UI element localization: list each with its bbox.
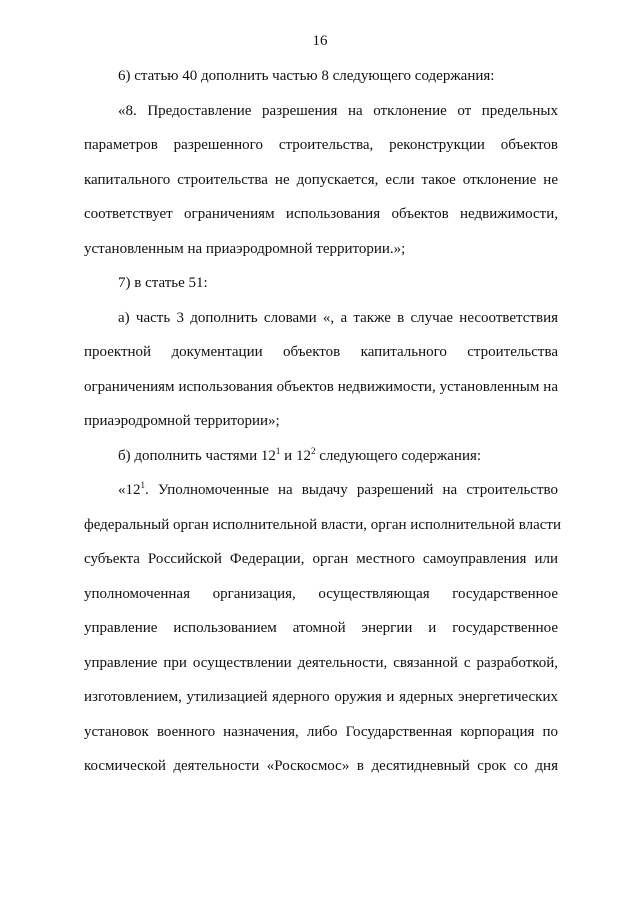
part-12-1-line: управление при осуществлении деятельности, связанной с разработкой, <box>84 654 558 671</box>
subitem-a-line: а) часть 3 дополнить словами «, а также в случае несоответствия <box>118 309 558 326</box>
part-12-1-line: космической деятельности «Роскосмос» в десятидневный срок со дня <box>84 758 558 774</box>
item-7-heading: 7) в статье 51: <box>118 275 208 291</box>
part-12-1-line: федеральный орган исполнительной власти, орган исполнительной власти <box>84 516 561 533</box>
superscript: 1 <box>140 480 145 490</box>
part-12-1-line <box>84 473 558 508</box>
subitem-b-text: и 12 <box>280 447 311 464</box>
part-12-1-line: управление использованием атомной энергии и государственное <box>84 620 558 636</box>
subitem-a-line: ограничениям использования объектов недвижимости, установленным на <box>84 378 558 395</box>
item-6-heading: 6) статью 40 дополнить частью 8 следующего содержания: <box>118 68 495 84</box>
article-40-part-8-line: установленным на приаэродромной территории.»; <box>84 240 406 257</box>
document-body <box>84 59 561 784</box>
subitem-b-heading <box>84 439 558 474</box>
part-12-1-line: субъекта Российской Федерации, орган местного самоуправления или <box>84 551 558 567</box>
article-40-part-8-line: капитального строительства не допускается, если такое отклонение не <box>84 171 558 188</box>
article-40-part-8-line: соответствует ограничениям использования объектов недвижимости, <box>84 206 558 222</box>
part-12-1-line: уполномоченная организация, осуществляющая государственное <box>84 585 558 602</box>
article-40-part-8-line: «8. Предоставление разрешения на отклонение от предельных <box>118 102 558 119</box>
subitem-b-text: б) дополнить частями 12 <box>118 447 276 464</box>
subitem-b-text: следующего содержания: <box>315 447 482 464</box>
part-12-1-line: установок военного назначения, либо Государственная корпорация по <box>84 723 558 740</box>
subitem-a-line: приаэродромной территории»; <box>84 413 280 429</box>
superscript: 1 <box>275 445 281 456</box>
superscript: 2 <box>310 445 316 456</box>
part-12-1-line: изготовлением, утилизацией ядерного оружия и ядерных энергетических <box>84 689 558 705</box>
part-12-1-text: . Уполномоченные на выдачу разрешений на строительство <box>145 482 558 498</box>
article-40-part-8-line: параметров разрешенного строительства, реконструкции объектов <box>84 137 558 153</box>
page-number: 16 <box>312 33 328 49</box>
part-12-1-text: «12 <box>118 482 141 498</box>
subitem-a-line: проектной документации объектов капитального строительства <box>84 344 558 360</box>
